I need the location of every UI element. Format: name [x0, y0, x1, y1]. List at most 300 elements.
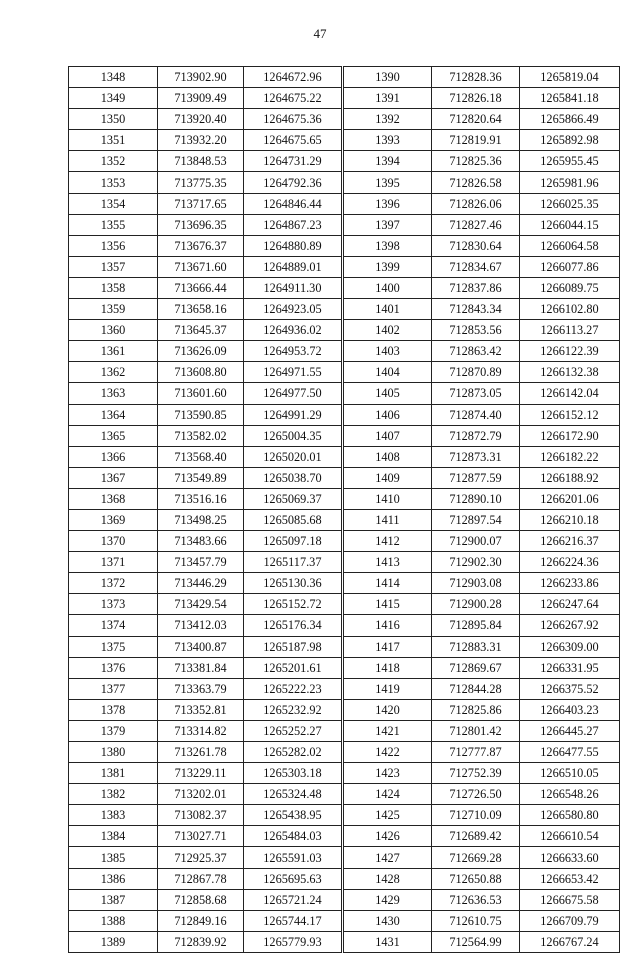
table-row [69, 847, 342, 868]
table-row [344, 383, 620, 404]
y-coordinate-cell: 1265069.37 [244, 488, 342, 509]
y-coordinate-cell: 1265020.01 [244, 446, 342, 467]
x-coordinate-cell: 713549.89 [158, 467, 244, 488]
y-coordinate-cell: 1266132.38 [520, 362, 620, 383]
table-row [69, 488, 342, 509]
y-coordinate-cell: 1265866.49 [520, 109, 620, 130]
point-number-cell: 1383 [69, 805, 158, 826]
x-coordinate-cell: 712826.58 [432, 172, 520, 193]
x-coordinate-cell: 713909.49 [158, 88, 244, 109]
x-coordinate-cell: 713261.78 [158, 742, 244, 763]
x-coordinate-cell: 713498.25 [158, 509, 244, 530]
y-coordinate-cell: 1264991.29 [244, 404, 342, 425]
x-coordinate-cell: 712827.46 [432, 214, 520, 235]
table-row [344, 805, 620, 826]
x-coordinate-cell: 712650.88 [432, 868, 520, 889]
x-coordinate-cell: 713516.16 [158, 488, 244, 509]
y-coordinate-cell: 1264977.50 [244, 383, 342, 404]
point-number-cell: 1404 [344, 362, 432, 383]
point-number-cell: 1385 [69, 847, 158, 868]
y-coordinate-cell: 1265303.18 [244, 763, 342, 784]
y-coordinate-cell: 1265591.03 [244, 847, 342, 868]
table-row [344, 488, 620, 509]
y-coordinate-cell: 1265130.36 [244, 573, 342, 594]
table-row [344, 109, 620, 130]
x-coordinate-cell: 713082.37 [158, 805, 244, 826]
y-coordinate-cell: 1266675.58 [520, 889, 620, 910]
y-coordinate-cell: 1265085.68 [244, 509, 342, 530]
table-row [344, 88, 620, 109]
x-coordinate-cell: 712903.08 [432, 573, 520, 594]
x-coordinate-cell: 713229.11 [158, 763, 244, 784]
point-number-cell: 1425 [344, 805, 432, 826]
point-number-cell: 1405 [344, 383, 432, 404]
table-row [69, 910, 342, 931]
y-coordinate-cell: 1266403.23 [520, 699, 620, 720]
point-number-cell: 1406 [344, 404, 432, 425]
point-number-cell: 1422 [344, 742, 432, 763]
point-number-cell: 1431 [344, 931, 432, 952]
x-coordinate-cell: 712834.67 [432, 256, 520, 277]
point-number-cell: 1399 [344, 256, 432, 277]
y-coordinate-cell: 1265004.35 [244, 425, 342, 446]
point-number-cell: 1395 [344, 172, 432, 193]
point-number-cell: 1421 [344, 720, 432, 741]
table-row [344, 699, 620, 720]
x-coordinate-cell: 712877.59 [432, 467, 520, 488]
table-row [344, 446, 620, 467]
point-number-cell: 1362 [69, 362, 158, 383]
x-coordinate-cell: 712752.39 [432, 763, 520, 784]
x-coordinate-cell: 712826.06 [432, 193, 520, 214]
point-number-cell: 1394 [344, 151, 432, 172]
x-coordinate-cell: 713363.79 [158, 678, 244, 699]
y-coordinate-cell: 1266580.80 [520, 805, 620, 826]
y-coordinate-cell: 1266182.22 [520, 446, 620, 467]
x-coordinate-cell: 713400.87 [158, 636, 244, 657]
y-coordinate-cell: 1265695.63 [244, 868, 342, 889]
coordinates-table-body [69, 67, 342, 953]
x-coordinate-cell: 713582.02 [158, 425, 244, 446]
y-coordinate-cell: 1266102.80 [520, 299, 620, 320]
x-coordinate-cell: 713676.37 [158, 235, 244, 256]
point-number-cell: 1374 [69, 615, 158, 636]
point-number-cell: 1356 [69, 235, 158, 256]
table-row [344, 151, 620, 172]
table-row [344, 573, 620, 594]
table-row [69, 235, 342, 256]
y-coordinate-cell: 1266709.79 [520, 910, 620, 931]
y-coordinate-cell: 1264889.01 [244, 256, 342, 277]
point-number-cell: 1349 [69, 88, 158, 109]
table-row [344, 742, 620, 763]
table-row [69, 299, 342, 320]
table-row [69, 467, 342, 488]
point-number-cell: 1354 [69, 193, 158, 214]
y-coordinate-cell: 1265892.98 [520, 130, 620, 151]
y-coordinate-cell: 1264936.02 [244, 320, 342, 341]
x-coordinate-cell: 713645.37 [158, 320, 244, 341]
table-row [69, 573, 342, 594]
table-row [69, 784, 342, 805]
table-row [344, 256, 620, 277]
x-coordinate-cell: 712853.56 [432, 320, 520, 341]
point-number-cell: 1384 [69, 826, 158, 847]
x-coordinate-cell: 712897.54 [432, 509, 520, 530]
table-row [344, 868, 620, 889]
point-number-cell: 1381 [69, 763, 158, 784]
y-coordinate-cell: 1265841.18 [520, 88, 620, 109]
table-row [344, 826, 620, 847]
table-row [344, 235, 620, 256]
table-row [344, 341, 620, 362]
y-coordinate-cell: 1266510.05 [520, 763, 620, 784]
point-number-cell: 1396 [344, 193, 432, 214]
x-coordinate-cell: 712610.75 [432, 910, 520, 931]
y-coordinate-cell: 1266172.90 [520, 425, 620, 446]
y-coordinate-cell: 1266210.18 [520, 509, 620, 530]
point-number-cell: 1361 [69, 341, 158, 362]
x-coordinate-cell: 712895.84 [432, 615, 520, 636]
table-row [69, 763, 342, 784]
y-coordinate-cell: 1264880.89 [244, 235, 342, 256]
y-coordinate-cell: 1266025.35 [520, 193, 620, 214]
point-number-cell: 1414 [344, 573, 432, 594]
x-coordinate-cell: 712689.42 [432, 826, 520, 847]
x-coordinate-cell: 712636.53 [432, 889, 520, 910]
table-row [69, 552, 342, 573]
table-row [344, 615, 620, 636]
table-row [344, 404, 620, 425]
point-number-cell: 1372 [69, 573, 158, 594]
table-row [344, 320, 620, 341]
x-coordinate-cell: 713626.09 [158, 341, 244, 362]
y-coordinate-cell: 1266331.95 [520, 657, 620, 678]
table-row [69, 425, 342, 446]
table-row [344, 531, 620, 552]
y-coordinate-cell: 1266064.58 [520, 235, 620, 256]
table-row [69, 594, 342, 615]
x-coordinate-cell: 712858.68 [158, 889, 244, 910]
x-coordinate-cell: 713352.81 [158, 699, 244, 720]
x-coordinate-cell: 712726.50 [432, 784, 520, 805]
table-row [69, 277, 342, 298]
point-number-cell: 1368 [69, 488, 158, 509]
x-coordinate-cell: 712874.40 [432, 404, 520, 425]
y-coordinate-cell: 1266224.36 [520, 552, 620, 573]
table-row [69, 130, 342, 151]
table-row [69, 67, 342, 88]
y-coordinate-cell: 1265484.03 [244, 826, 342, 847]
y-coordinate-cell: 1266142.04 [520, 383, 620, 404]
y-coordinate-cell: 1264867.23 [244, 214, 342, 235]
x-coordinate-cell: 713590.85 [158, 404, 244, 425]
table-row [344, 657, 620, 678]
point-number-cell: 1357 [69, 256, 158, 277]
table-row [344, 425, 620, 446]
table-row [344, 552, 620, 573]
point-number-cell: 1419 [344, 678, 432, 699]
point-number-cell: 1409 [344, 467, 432, 488]
table-row [344, 847, 620, 868]
point-number-cell: 1358 [69, 277, 158, 298]
y-coordinate-cell: 1265955.45 [520, 151, 620, 172]
point-number-cell: 1359 [69, 299, 158, 320]
x-coordinate-cell: 713027.71 [158, 826, 244, 847]
y-coordinate-cell: 1266233.86 [520, 573, 620, 594]
point-number-cell: 1402 [344, 320, 432, 341]
x-coordinate-cell: 712825.86 [432, 699, 520, 720]
table-row [69, 805, 342, 826]
x-coordinate-cell: 712839.92 [158, 931, 244, 952]
point-number-cell: 1400 [344, 277, 432, 298]
table-row [69, 742, 342, 763]
point-number-cell: 1398 [344, 235, 432, 256]
x-coordinate-cell: 712867.78 [158, 868, 244, 889]
y-coordinate-cell: 1266152.12 [520, 404, 620, 425]
x-coordinate-cell: 713717.65 [158, 193, 244, 214]
x-coordinate-cell: 712890.10 [432, 488, 520, 509]
point-number-cell: 1376 [69, 657, 158, 678]
y-coordinate-cell: 1266089.75 [520, 277, 620, 298]
table-row [69, 678, 342, 699]
table-row [69, 109, 342, 130]
point-number-cell: 1393 [344, 130, 432, 151]
y-coordinate-cell: 1266122.39 [520, 341, 620, 362]
y-coordinate-cell: 1264846.44 [244, 193, 342, 214]
y-coordinate-cell: 1266477.55 [520, 742, 620, 763]
coordinates-table-left [68, 66, 342, 953]
point-number-cell: 1430 [344, 910, 432, 931]
point-number-cell: 1378 [69, 699, 158, 720]
y-coordinate-cell: 1265232.92 [244, 699, 342, 720]
point-number-cell: 1389 [69, 931, 158, 952]
x-coordinate-cell: 713202.01 [158, 784, 244, 805]
page-number: 47 [313, 26, 327, 41]
table-row [69, 720, 342, 741]
y-coordinate-cell: 1266113.27 [520, 320, 620, 341]
point-number-cell: 1415 [344, 594, 432, 615]
x-coordinate-cell: 712883.31 [432, 636, 520, 657]
point-number-cell: 1367 [69, 467, 158, 488]
table-row [344, 678, 620, 699]
point-number-cell: 1411 [344, 509, 432, 530]
x-coordinate-cell: 713932.20 [158, 130, 244, 151]
coordinates-table-right [343, 66, 620, 953]
y-coordinate-cell: 1266375.52 [520, 678, 620, 699]
table-row [69, 151, 342, 172]
table-row [344, 763, 620, 784]
table-row [69, 657, 342, 678]
x-coordinate-cell: 713920.40 [158, 109, 244, 130]
table-row [69, 88, 342, 109]
table-row [69, 214, 342, 235]
y-coordinate-cell: 1266610.54 [520, 826, 620, 847]
x-coordinate-cell: 712710.09 [432, 805, 520, 826]
point-number-cell: 1391 [344, 88, 432, 109]
point-number-cell: 1424 [344, 784, 432, 805]
x-coordinate-cell: 713848.53 [158, 151, 244, 172]
point-number-cell: 1410 [344, 488, 432, 509]
point-number-cell: 1412 [344, 531, 432, 552]
point-number-cell: 1428 [344, 868, 432, 889]
point-number-cell: 1407 [344, 425, 432, 446]
x-coordinate-cell: 713658.16 [158, 299, 244, 320]
point-number-cell: 1418 [344, 657, 432, 678]
point-number-cell: 1371 [69, 552, 158, 573]
point-number-cell: 1417 [344, 636, 432, 657]
point-number-cell: 1350 [69, 109, 158, 130]
point-number-cell: 1353 [69, 172, 158, 193]
table-row [69, 383, 342, 404]
point-number-cell: 1413 [344, 552, 432, 573]
y-coordinate-cell: 1265152.72 [244, 594, 342, 615]
table-row [69, 636, 342, 657]
table-row [69, 362, 342, 383]
point-number-cell: 1364 [69, 404, 158, 425]
x-coordinate-cell: 713429.54 [158, 594, 244, 615]
table-row [69, 341, 342, 362]
table-row [344, 172, 620, 193]
table-row [344, 889, 620, 910]
point-number-cell: 1388 [69, 910, 158, 931]
x-coordinate-cell: 712873.05 [432, 383, 520, 404]
point-number-cell: 1379 [69, 720, 158, 741]
point-number-cell: 1397 [344, 214, 432, 235]
coordinates-table-body [344, 67, 620, 953]
x-coordinate-cell: 712925.37 [158, 847, 244, 868]
x-coordinate-cell: 712801.42 [432, 720, 520, 741]
table-row [69, 889, 342, 910]
y-coordinate-cell: 1265097.18 [244, 531, 342, 552]
point-number-cell: 1370 [69, 531, 158, 552]
table-row [344, 467, 620, 488]
point-number-cell: 1392 [344, 109, 432, 130]
y-coordinate-cell: 1266201.06 [520, 488, 620, 509]
x-coordinate-cell: 712825.36 [432, 151, 520, 172]
x-coordinate-cell: 712900.07 [432, 531, 520, 552]
x-coordinate-cell: 712844.28 [432, 678, 520, 699]
table-row [344, 193, 620, 214]
y-coordinate-cell: 1266216.37 [520, 531, 620, 552]
x-coordinate-cell: 713696.35 [158, 214, 244, 235]
y-coordinate-cell: 1265721.24 [244, 889, 342, 910]
point-number-cell: 1380 [69, 742, 158, 763]
y-coordinate-cell: 1265222.23 [244, 678, 342, 699]
table-row [69, 172, 342, 193]
table-row [69, 509, 342, 530]
x-coordinate-cell: 712870.89 [432, 362, 520, 383]
point-number-cell: 1377 [69, 678, 158, 699]
y-coordinate-cell: 1265438.95 [244, 805, 342, 826]
x-coordinate-cell: 712869.67 [432, 657, 520, 678]
x-coordinate-cell: 713608.80 [158, 362, 244, 383]
table-row [344, 594, 620, 615]
y-coordinate-cell: 1266548.26 [520, 784, 620, 805]
table-row [69, 531, 342, 552]
point-number-cell: 1382 [69, 784, 158, 805]
table-row [69, 826, 342, 847]
y-coordinate-cell: 1264672.96 [244, 67, 342, 88]
point-number-cell: 1429 [344, 889, 432, 910]
x-coordinate-cell: 712902.30 [432, 552, 520, 573]
x-coordinate-cell: 712820.64 [432, 109, 520, 130]
table-row [69, 320, 342, 341]
table-row [69, 615, 342, 636]
table-row [69, 699, 342, 720]
table-row [344, 130, 620, 151]
y-coordinate-cell: 1265117.37 [244, 552, 342, 573]
point-number-cell: 1427 [344, 847, 432, 868]
point-number-cell: 1420 [344, 699, 432, 720]
x-coordinate-cell: 713775.35 [158, 172, 244, 193]
point-number-cell: 1352 [69, 151, 158, 172]
x-coordinate-cell: 713483.66 [158, 531, 244, 552]
y-coordinate-cell: 1266633.60 [520, 847, 620, 868]
x-coordinate-cell: 713568.40 [158, 446, 244, 467]
point-number-cell: 1365 [69, 425, 158, 446]
x-coordinate-cell: 712873.31 [432, 446, 520, 467]
point-number-cell: 1386 [69, 868, 158, 889]
y-coordinate-cell: 1266044.15 [520, 214, 620, 235]
table-row [69, 931, 342, 952]
table-row [344, 931, 620, 952]
x-coordinate-cell: 713457.79 [158, 552, 244, 573]
y-coordinate-cell: 1266188.92 [520, 467, 620, 488]
point-number-cell: 1355 [69, 214, 158, 235]
point-number-cell: 1403 [344, 341, 432, 362]
x-coordinate-cell: 713412.03 [158, 615, 244, 636]
x-coordinate-cell: 712872.79 [432, 425, 520, 446]
y-coordinate-cell: 1265981.96 [520, 172, 620, 193]
y-coordinate-cell: 1264911.30 [244, 277, 342, 298]
y-coordinate-cell: 1264971.55 [244, 362, 342, 383]
x-coordinate-cell: 712819.91 [432, 130, 520, 151]
table-row [344, 214, 620, 235]
y-coordinate-cell: 1265187.98 [244, 636, 342, 657]
x-coordinate-cell: 712837.86 [432, 277, 520, 298]
y-coordinate-cell: 1264731.29 [244, 151, 342, 172]
table-row [344, 67, 620, 88]
x-coordinate-cell: 712863.42 [432, 341, 520, 362]
y-coordinate-cell: 1265282.02 [244, 742, 342, 763]
x-coordinate-cell: 713446.29 [158, 573, 244, 594]
table-row [69, 868, 342, 889]
table-row [69, 446, 342, 467]
y-coordinate-cell: 1265819.04 [520, 67, 620, 88]
y-coordinate-cell: 1265252.27 [244, 720, 342, 741]
x-coordinate-cell: 712564.99 [432, 931, 520, 952]
table-row [344, 277, 620, 298]
point-number-cell: 1348 [69, 67, 158, 88]
y-coordinate-cell: 1266077.86 [520, 256, 620, 277]
x-coordinate-cell: 712843.34 [432, 299, 520, 320]
x-coordinate-cell: 712830.64 [432, 235, 520, 256]
point-number-cell: 1375 [69, 636, 158, 657]
point-number-cell: 1401 [344, 299, 432, 320]
x-coordinate-cell: 712900.28 [432, 594, 520, 615]
point-number-cell: 1351 [69, 130, 158, 151]
point-number-cell: 1390 [344, 67, 432, 88]
x-coordinate-cell: 712828.36 [432, 67, 520, 88]
y-coordinate-cell: 1264923.05 [244, 299, 342, 320]
y-coordinate-cell: 1266247.64 [520, 594, 620, 615]
y-coordinate-cell: 1266309.00 [520, 636, 620, 657]
x-coordinate-cell: 712826.18 [432, 88, 520, 109]
y-coordinate-cell: 1264675.22 [244, 88, 342, 109]
y-coordinate-cell: 1266767.24 [520, 931, 620, 952]
x-coordinate-cell: 713671.60 [158, 256, 244, 277]
